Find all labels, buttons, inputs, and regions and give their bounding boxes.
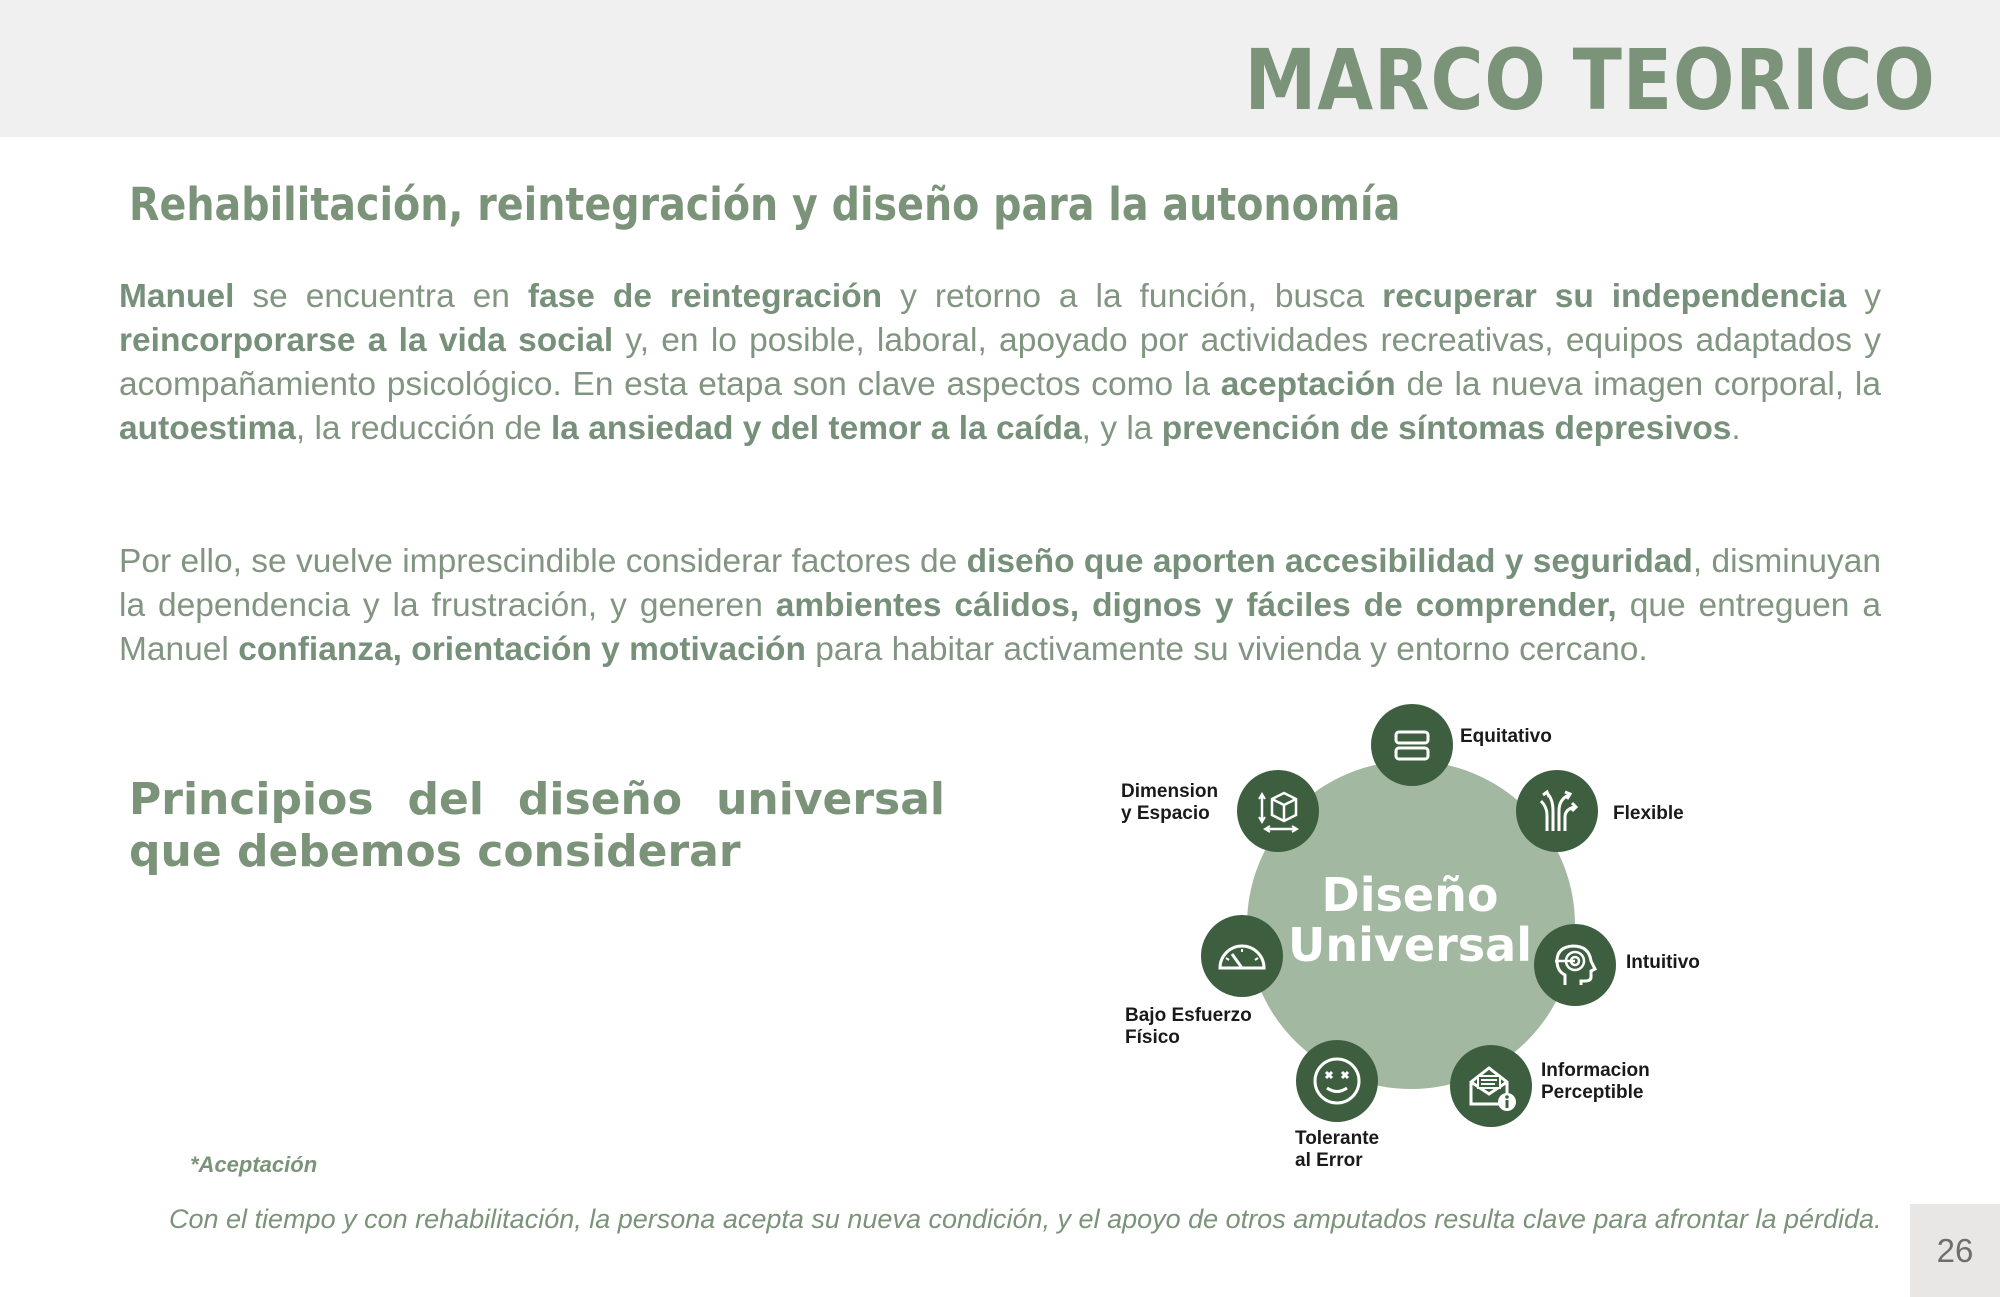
paragraph-reintegracion [119,275,1881,451]
node-dimension-y-espacio [1237,770,1319,852]
cube-dimensions-icon [1252,785,1304,837]
universal-design-diagram [1100,695,1740,1195]
node-equitativo [1371,704,1453,786]
node-informacion-perceptible [1450,1045,1532,1127]
emphasis-text: ambientes cálidos, dignos y fáciles de comprender, [775,587,1617,624]
page-title: MARCO TEORICO [1244,31,1936,129]
emphasis-text: fase de reintegración [527,278,883,315]
emphasis-text: prevención de síntomas depresivos [1161,410,1732,447]
label-bajo-esfuerzo-fisico: Bajo Esfuerzo Físico [1125,1005,1252,1048]
emphasis-text: la ansiedad y del temor a la caída [551,410,1082,447]
emphasis-text: reincorporarse a la vida social [119,322,614,359]
emphasis-text: aceptación [1220,366,1396,403]
dizzy-face-icon [1309,1053,1365,1109]
emphasis-text: autoestima [119,410,296,447]
body-text: y retorno a la función, busca [882,278,1383,315]
label-flexible: Flexible [1613,803,1684,824]
section-title-rehabilitacion: Rehabilitación, reintegración y diseño para la autonomía [129,178,1401,231]
equal-sections-icon [1388,721,1436,769]
node-intuitivo [1534,924,1616,1006]
hub-label [1250,870,1570,970]
emphasis-text: diseño que aporten accesibilidad y seguridad [966,543,1693,580]
emphasis-text: Manuel [119,278,235,315]
page-number: 26 [1910,1204,2000,1297]
emphasis-text: confianza, orientación y motivación [238,631,806,668]
label-dimension-y-espacio: Dimension y Espacio [1121,781,1219,824]
label-tolerante-al-error: Tolerante al Error [1295,1128,1380,1171]
section-title-principios: Principios del diseño universal que debemos considerar [129,774,945,877]
head-target-icon [1549,939,1601,991]
note-title: *Aceptación [190,1152,318,1177]
emphasis-text: recuperar su independencia [1382,278,1847,315]
label-equitativo: Equitativo [1460,726,1552,747]
node-flexible [1516,770,1598,852]
node-bajo-esfuerzo-fisico [1201,915,1283,997]
hub-label-line-2: Universal [1288,918,1532,972]
node-tolerante-al-error [1296,1040,1378,1122]
body-text: para habitar activamente su vivienda y entorno cercano. [805,631,1648,668]
body-text: , la reducción de [295,410,551,447]
label-informacion-perceptible: Informacion Perceptible [1541,1060,1650,1103]
hub-label-line-1: Diseño [1321,868,1499,922]
envelope-info-icon [1465,1060,1517,1112]
body-text: y [1846,278,1882,315]
body-text: , y la [1081,410,1162,447]
body-text: que entreguen a Manuel [119,587,1881,668]
body-text: de la nueva imagen corporal, la [1395,366,1881,403]
body-text: y, en lo posible, laboral, apoyado por actividades recreativas, equipos adaptados y acompañamiento psicológico. En esta etapa son clave aspectos como la [119,322,1881,403]
body-text: se encuentra en [234,278,528,315]
gauge-icon [1212,926,1272,986]
body-text: . [1731,410,1741,447]
note-text: Con el tiempo y con rehabilitación, la persona acepta su nueva condición, y el apoyo de otros amputados resulta clave para afrontar la pérdida. [169,1204,1882,1234]
paragraph-diseno-factores [119,540,1881,672]
label-intuitivo: Intuitivo [1626,952,1700,973]
body-text: , disminuyan la dependencia y la frustración, y generen [119,543,1882,624]
branching-arrows-icon [1531,785,1583,837]
body-text: Por ello, se vuelve imprescindible considerar factores de [119,543,967,580]
